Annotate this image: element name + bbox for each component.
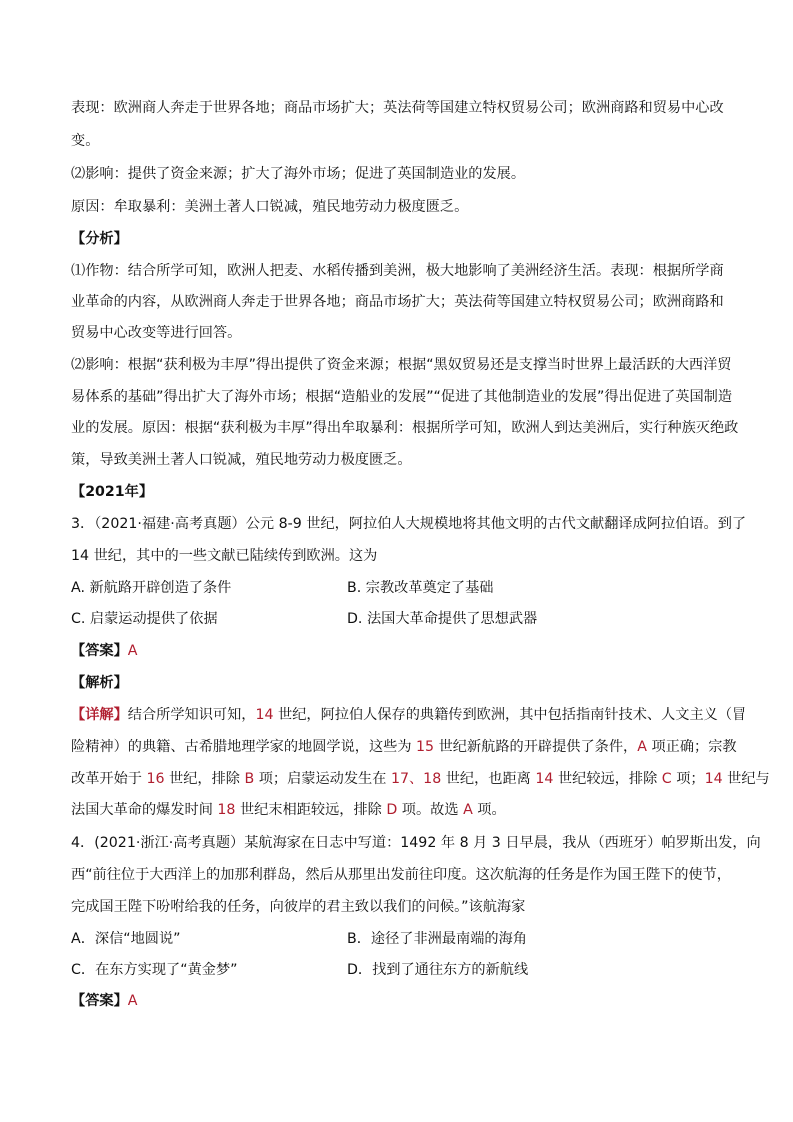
q4-stem-line-1: 4．(2021·浙江·高考真题）某航海家在日志中写道：1492 年 8 月 3 日早晨，我从（西班牙）帕罗斯出发，向 [71, 835, 761, 851]
q4-stem-line-3: 完成国王陛下吩咐给我的任务，向彼岸的君主致以我们的问候。”该航海家 [71, 899, 526, 915]
q3-detail-text: 项； [671, 771, 705, 787]
year-header: 【2021年】 [71, 484, 154, 500]
q3-detail-text: 项正确；宗教 [646, 739, 737, 755]
analysis-tag: 【分析】 [71, 231, 128, 247]
q4-option-d: D．找到了通往东方的新航线 [347, 962, 529, 978]
analysis-line-1: ⑴作物：结合所学可知，欧洲人把麦、水稻传播到美洲，极大地影响了美洲经济生活。表现：根据所学商 [71, 263, 724, 279]
answer-performance-line-1: 表现：欧洲商人奔走于世界各地；商品市场扩大；英法荷等国建立特权贸易公司；欧洲商路和贸易中心改 [71, 100, 724, 116]
q4-option-a: A．深信“地圆说” [71, 931, 181, 947]
q3-detail-text: 世纪较远，排除 [553, 771, 662, 787]
q3-answer-line [71, 641, 731, 661]
analysis-line-6: 业的发展。原因：根据“获利极为丰厚”得出牟取暴利：根据所学可知，欧洲人到达美洲后，实行种族灭绝政 [71, 420, 739, 436]
q3-jiexi-tag: 【解析】 [71, 675, 128, 691]
q4-option-c: C．在东方实现了“黄金梦” [71, 962, 238, 978]
q3-detail-letter: A [637, 739, 647, 755]
q3-detail-tag: 【详解】 [71, 707, 128, 723]
q3-detail-line-3 [71, 769, 770, 789]
q3-answer-value: A [127, 643, 138, 659]
q4-option-b: B．途径了非洲最南端的海角 [347, 931, 527, 947]
analysis-line-7: 策，导致美洲土著人口锐减，殖民地劳动力极度匮乏。 [71, 452, 412, 468]
q3-stem-line-1: 3．（2021·福建·高考真题）公元 8-9 世纪，阿拉伯人大规模地将其他文明的古代文献翻译成阿拉伯语。到了 [71, 516, 747, 532]
q3-detail-line-2 [71, 737, 737, 757]
answer-impact-line: ⑵影响：提供了资金来源；扩大了海外市场；促进了英国制造业的发展。 [71, 166, 526, 182]
q3-detail-text: 世纪，排除 [164, 771, 245, 787]
q3-detail-text: 改革开始于 [71, 771, 147, 787]
q3-detail-text: 结合所学知识可知， [127, 707, 256, 723]
q3-stem-line-2: 14 世纪，其中的一些文献已陆续传到欧洲。这为 [71, 548, 378, 564]
q3-detail-line-4 [71, 800, 731, 820]
answer-performance-line-2: 变。 [71, 133, 100, 149]
q3-detail-text: 项。故选 [397, 802, 464, 818]
q3-answer-tag: 【答案】 [71, 643, 128, 659]
q3-option-d: D. 法国大革命提供了思想武器 [347, 611, 538, 627]
q3-detail-text: 世纪，阿拉伯人保存的典籍传到欧洲，其中包括指南针技术、人文主义（冒 [273, 707, 747, 723]
q3-detail-text: 项。 [472, 802, 506, 818]
q3-detail-letter: C [661, 771, 672, 787]
q4-answer-line [71, 991, 731, 1011]
q3-detail-number: 18 [217, 802, 236, 818]
q3-detail-letter: D [386, 802, 398, 818]
q3-option-a: A. 新航路开辟创造了条件 [71, 580, 232, 596]
q3-option-b: B. 宗教改革奠定了基础 [347, 580, 494, 596]
q3-detail-text: 世纪与 [722, 771, 770, 787]
q3-detail-letter: A [463, 802, 473, 818]
q3-detail-number: 16 [146, 771, 165, 787]
answer-reason-line: 原因：牟取暴利：美洲土著人口锐减，殖民地劳动力极度匮乏。 [71, 199, 469, 215]
analysis-line-3: 贸易中心改变等进行回答。 [71, 325, 242, 341]
analysis-line-5: 易体系的基础”得出扩大了海外市场；根据“造船业的发展”“促进了其他制造业的发展”得出促进了英国制造 [71, 389, 733, 405]
q3-detail-number: 14 [704, 771, 723, 787]
q3-detail-number: 14 [255, 707, 274, 723]
analysis-line-2: 业革命的内容，从欧洲商人奔走于世界各地；商品市场扩大；英法荷等国建立特权贸易公司；欧洲商路和 [71, 294, 724, 310]
q3-detail-text: 世纪，也距离 [441, 771, 536, 787]
q4-answer-tag: 【答案】 [71, 993, 128, 1009]
q3-detail-number: 15 [416, 739, 435, 755]
q3-detail-letter: B [244, 771, 255, 787]
q3-detail-number: 14 [535, 771, 554, 787]
analysis-line-4: ⑵影响：根据“获利极为丰厚”得出提供了资金来源；根据“黑奴贸易还是支撑当时世界上最活跃的大西洋贸 [71, 357, 732, 373]
q3-detail-text: 项；启蒙运动发生在 [254, 771, 391, 787]
q3-detail-text: 险精神）的典籍、古希腊地理学家的地圆学说，这些为 [71, 739, 417, 755]
q4-stem-line-2: 西“前往位于大西洋上的加那利群岛，然后从那里出发前往印度。这次航海的任务是作为国王陛下的使节， [71, 867, 731, 883]
q4-answer-value: A [127, 993, 138, 1009]
q3-detail-line-1 [71, 705, 747, 725]
q3-detail-text: 法国大革命的爆发时间 [71, 802, 218, 818]
q3-detail-text: 世纪新航路的开辟提供了条件， [434, 739, 638, 755]
q3-detail-number: 17、18 [390, 771, 442, 787]
q3-option-c: C. 启蒙运动提供了依据 [71, 611, 218, 627]
q3-detail-text: 世纪末相距较远，排除 [235, 802, 387, 818]
